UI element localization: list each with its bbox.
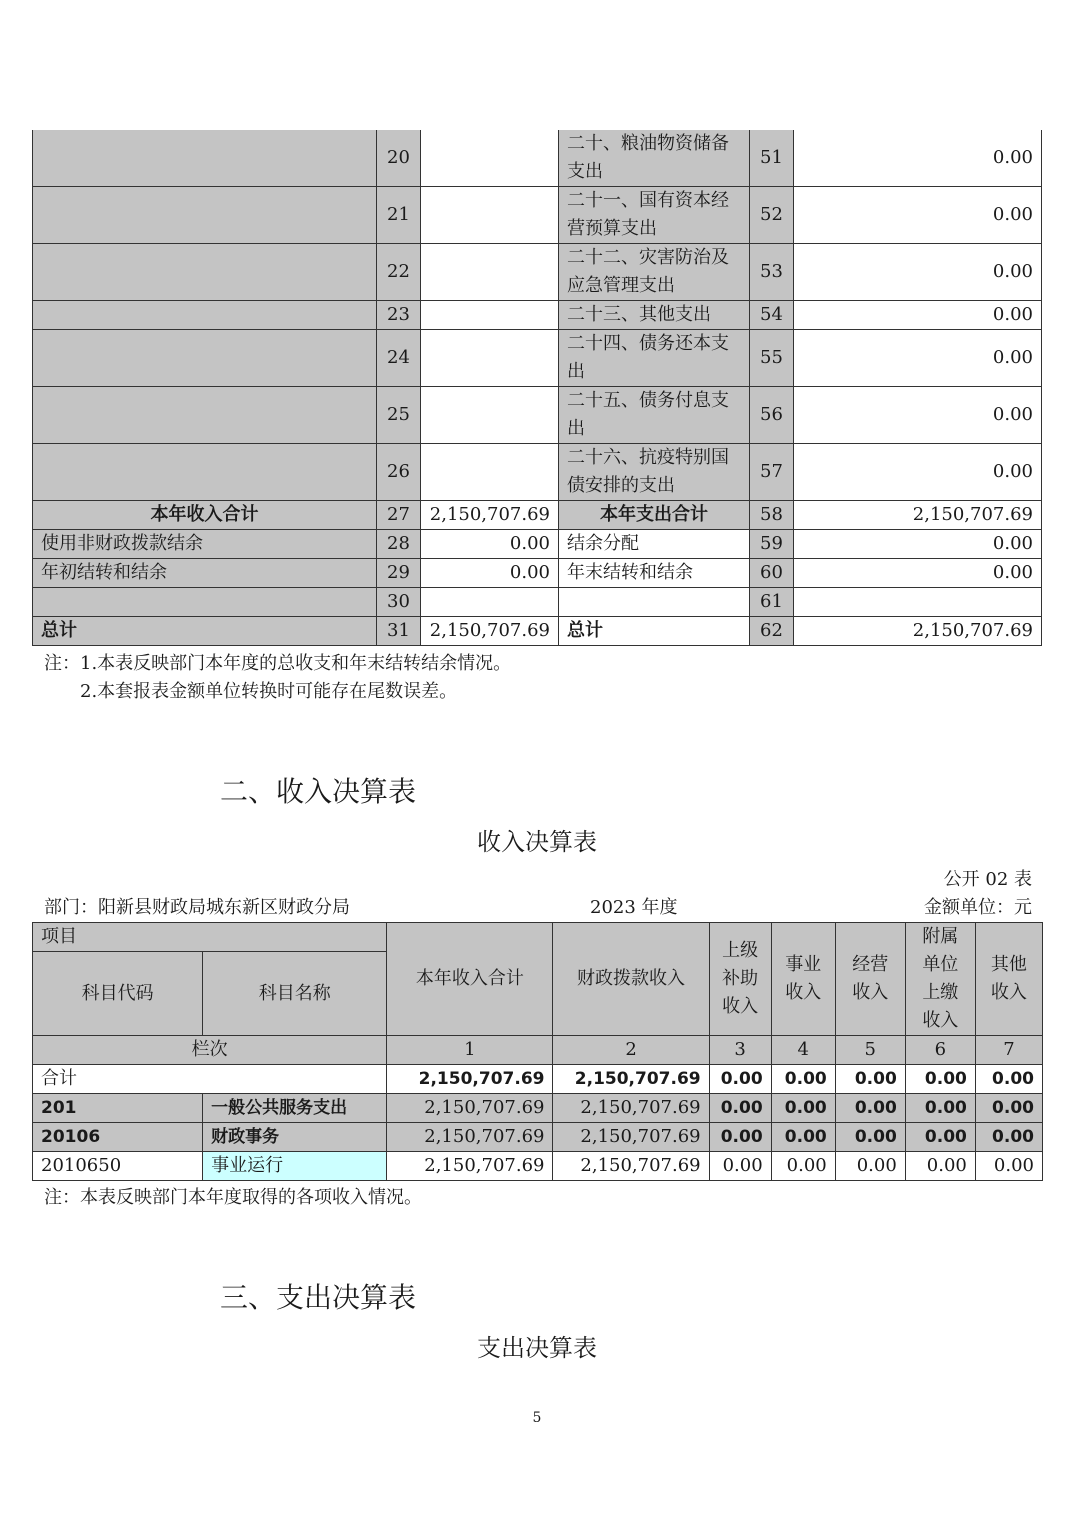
income-item-name: 年初结转和结余 xyxy=(33,559,377,588)
expense-item-name: 二十二、灾害防治及应急管理支出 xyxy=(559,244,750,301)
amount-cell: 0.00 xyxy=(709,1123,771,1152)
income-row-number: 28 xyxy=(377,530,421,559)
col-number: 7 xyxy=(975,1036,1042,1065)
amount-cell: 0.00 xyxy=(771,1152,835,1181)
expense-row-number: 61 xyxy=(750,588,794,617)
col-number: 3 xyxy=(709,1036,771,1065)
summary-row xyxy=(33,559,1042,588)
unit-label: 金额单位：元 xyxy=(924,897,1032,918)
income-expense-summary-table xyxy=(32,130,1042,646)
amount-cell: 0.00 xyxy=(905,1094,975,1123)
income-row-number: 25 xyxy=(377,387,421,444)
income-settlement-table xyxy=(32,922,1043,1181)
expense-row-number: 62 xyxy=(750,617,794,646)
income-item-name xyxy=(33,187,377,244)
section3-heading: 三、支出决算表 xyxy=(220,1281,417,1314)
header-affiliated xyxy=(905,923,975,1036)
amount-cell: 0.00 xyxy=(709,1094,771,1123)
header-fiscal: 财政拨款收入 xyxy=(553,923,709,1036)
expense-item-name: 年末结转和结余 xyxy=(559,559,750,588)
page-number: 5 xyxy=(532,1410,542,1426)
expense-row-number: 55 xyxy=(750,330,794,387)
expense-amount: 0.00 xyxy=(794,530,1042,559)
income-item-name: 总计 xyxy=(33,617,377,646)
amount-cell: 0.00 xyxy=(835,1065,905,1094)
expense-amount: 0.00 xyxy=(794,387,1042,444)
income-item-name xyxy=(33,301,377,330)
income-amount xyxy=(421,187,559,244)
income-row-number: 20 xyxy=(377,130,421,187)
amount-cell: 0.00 xyxy=(975,1152,1042,1181)
section2-heading: 二、收入决算表 xyxy=(220,775,417,808)
amount-cell: 0.00 xyxy=(835,1152,905,1181)
income-item-name xyxy=(33,330,377,387)
income-row-number: 26 xyxy=(377,444,421,501)
income-amount xyxy=(421,588,559,617)
expense-item-name: 总计 xyxy=(559,617,750,646)
expense-row-number: 56 xyxy=(750,387,794,444)
amount-cell: 0.00 xyxy=(771,1094,835,1123)
header-business-text: 事业收入 xyxy=(785,954,822,1003)
header-total: 本年收入合计 xyxy=(387,923,553,1036)
amount-cell: 2,150,707.69 xyxy=(553,1094,709,1123)
expense-item-name: 二十六、抗疫特别国债安排的支出 xyxy=(559,444,750,501)
amount-cell: 0.00 xyxy=(835,1094,905,1123)
subject-code: 20106 xyxy=(33,1123,203,1152)
amount-cell: 0.00 xyxy=(975,1094,1042,1123)
income-amount xyxy=(421,301,559,330)
income-item-name xyxy=(33,387,377,444)
income-amount: 0.00 xyxy=(421,530,559,559)
summary-row xyxy=(33,588,1042,617)
income-amount xyxy=(421,330,559,387)
summary-row xyxy=(33,187,1042,244)
expense-item-name: 二十一、国有资本经营预算支出 xyxy=(559,187,750,244)
summary-row xyxy=(33,387,1042,444)
expense-row-number: 60 xyxy=(750,559,794,588)
amount-cell: 2,150,707.69 xyxy=(553,1065,709,1094)
income-row-number: 27 xyxy=(377,501,421,530)
expense-item-name: 本年支出合计 xyxy=(559,501,750,530)
income-item-name xyxy=(33,244,377,301)
subject-name: 财政事务 xyxy=(203,1123,387,1152)
summary-row xyxy=(33,330,1042,387)
amount-cell: 0.00 xyxy=(709,1065,771,1094)
table1-note-2: 2.本套报表金额单位转换时可能存在尾数误差。 xyxy=(80,681,458,702)
col-number: 6 xyxy=(905,1036,975,1065)
header-col-label: 栏次 xyxy=(33,1036,387,1065)
expense-amount: 0.00 xyxy=(794,187,1042,244)
amount-cell: 0.00 xyxy=(905,1065,975,1094)
expense-item-name: 二十、粮油物资储备支出 xyxy=(559,130,750,187)
expense-amount: 0.00 xyxy=(794,130,1042,187)
income-row-number: 31 xyxy=(377,617,421,646)
subject-code: 2010650 xyxy=(33,1152,203,1181)
expense-row-number: 58 xyxy=(750,501,794,530)
expense-amount: 0.00 xyxy=(794,244,1042,301)
amount-cell: 2,150,707.69 xyxy=(387,1065,553,1094)
header-other-text: 其他收入 xyxy=(990,954,1027,1003)
amount-cell: 2,150,707.69 xyxy=(387,1123,553,1152)
income-item-name: 使用非财政拨款结余 xyxy=(33,530,377,559)
header-superior-text: 上级补助收入 xyxy=(722,940,759,1017)
expense-row-number: 54 xyxy=(750,301,794,330)
subject-code: 201 xyxy=(33,1094,203,1123)
amount-cell: 0.00 xyxy=(975,1065,1042,1094)
income-row-number: 30 xyxy=(377,588,421,617)
income-amount xyxy=(421,387,559,444)
expense-row-number: 53 xyxy=(750,244,794,301)
income-row-number: 23 xyxy=(377,301,421,330)
header-affiliated-text: 附属单位上缴收入 xyxy=(922,926,959,1031)
header-business xyxy=(771,923,835,1036)
income-amount: 2,150,707.69 xyxy=(421,617,559,646)
income-row xyxy=(33,1152,1043,1181)
income-row-number: 24 xyxy=(377,330,421,387)
expense-amount: 0.00 xyxy=(794,330,1042,387)
department-label: 部门：阳新县财政局城东新区财政分局 xyxy=(44,897,350,918)
subject-name: 一般公共服务支出 xyxy=(203,1094,387,1123)
amount-cell: 2,150,707.69 xyxy=(553,1152,709,1181)
income-item-name: 本年收入合计 xyxy=(33,501,377,530)
income-row xyxy=(33,1065,1043,1094)
expense-row-number: 51 xyxy=(750,130,794,187)
amount-cell: 0.00 xyxy=(975,1123,1042,1152)
income-item-name xyxy=(33,444,377,501)
subject-name: 事业运行 xyxy=(203,1152,387,1181)
expense-table-title: 支出决算表 xyxy=(477,1334,597,1362)
expense-item-name: 结余分配 xyxy=(559,530,750,559)
summary-row xyxy=(33,130,1042,187)
income-table-note: 注：本表反映部门本年度取得的各项收入情况。 xyxy=(44,1187,422,1208)
amount-cell: 0.00 xyxy=(905,1123,975,1152)
income-table-title: 收入决算表 xyxy=(477,828,597,856)
summary-row xyxy=(33,617,1042,646)
expense-row-number: 52 xyxy=(750,187,794,244)
amount-cell: 0.00 xyxy=(835,1123,905,1152)
col-number: 2 xyxy=(553,1036,709,1065)
amount-cell: 0.00 xyxy=(771,1123,835,1152)
year-label: 2023 年度 xyxy=(590,897,678,918)
amount-cell: 0.00 xyxy=(905,1152,975,1181)
summary-row xyxy=(33,501,1042,530)
amount-cell: 2,150,707.69 xyxy=(553,1123,709,1152)
amount-cell: 2,150,707.69 xyxy=(387,1152,553,1181)
expense-amount: 0.00 xyxy=(794,559,1042,588)
expense-item-name: 二十四、债务还本支出 xyxy=(559,330,750,387)
col-number: 1 xyxy=(387,1036,553,1065)
header-superior xyxy=(709,923,771,1036)
expense-amount: 0.00 xyxy=(794,301,1042,330)
expense-item-name: 二十五、债务付息支出 xyxy=(559,387,750,444)
income-item-name xyxy=(33,588,377,617)
income-amount xyxy=(421,130,559,187)
col-number: 5 xyxy=(835,1036,905,1065)
expense-amount: 0.00 xyxy=(794,444,1042,501)
summary-row xyxy=(33,530,1042,559)
header-item: 项目 xyxy=(33,923,387,952)
header-other xyxy=(975,923,1042,1036)
income-item-name xyxy=(33,130,377,187)
income-amount: 0.00 xyxy=(421,559,559,588)
income-row-number: 21 xyxy=(377,187,421,244)
summary-row xyxy=(33,301,1042,330)
income-row xyxy=(33,1094,1043,1123)
amount-cell: 0.00 xyxy=(709,1152,771,1181)
income-amount: 2,150,707.69 xyxy=(421,501,559,530)
form-number: 公开 02 表 xyxy=(943,869,1032,890)
expense-row-number: 57 xyxy=(750,444,794,501)
col-number: 4 xyxy=(771,1036,835,1065)
header-operating-text: 经营收入 xyxy=(852,954,889,1003)
header-code: 科目代码 xyxy=(33,952,203,1036)
expense-amount: 2,150,707.69 xyxy=(794,501,1042,530)
expense-item-name: 二十三、其他支出 xyxy=(559,301,750,330)
expense-row-number: 59 xyxy=(750,530,794,559)
header-name: 科目名称 xyxy=(203,952,387,1036)
total-label: 合计 xyxy=(33,1065,387,1094)
table1-note-1: 注：1.本表反映部门本年度的总收支和年末结转结余情况。 xyxy=(44,653,512,674)
summary-row xyxy=(33,444,1042,501)
income-row-number: 22 xyxy=(377,244,421,301)
income-row xyxy=(33,1123,1043,1152)
amount-cell: 0.00 xyxy=(771,1065,835,1094)
expense-amount xyxy=(794,588,1042,617)
summary-row xyxy=(33,244,1042,301)
amount-cell: 2,150,707.69 xyxy=(387,1094,553,1123)
expense-item-name xyxy=(559,588,750,617)
income-amount xyxy=(421,244,559,301)
income-amount xyxy=(421,444,559,501)
header-operating xyxy=(835,923,905,1036)
expense-amount: 2,150,707.69 xyxy=(794,617,1042,646)
income-row-number: 29 xyxy=(377,559,421,588)
